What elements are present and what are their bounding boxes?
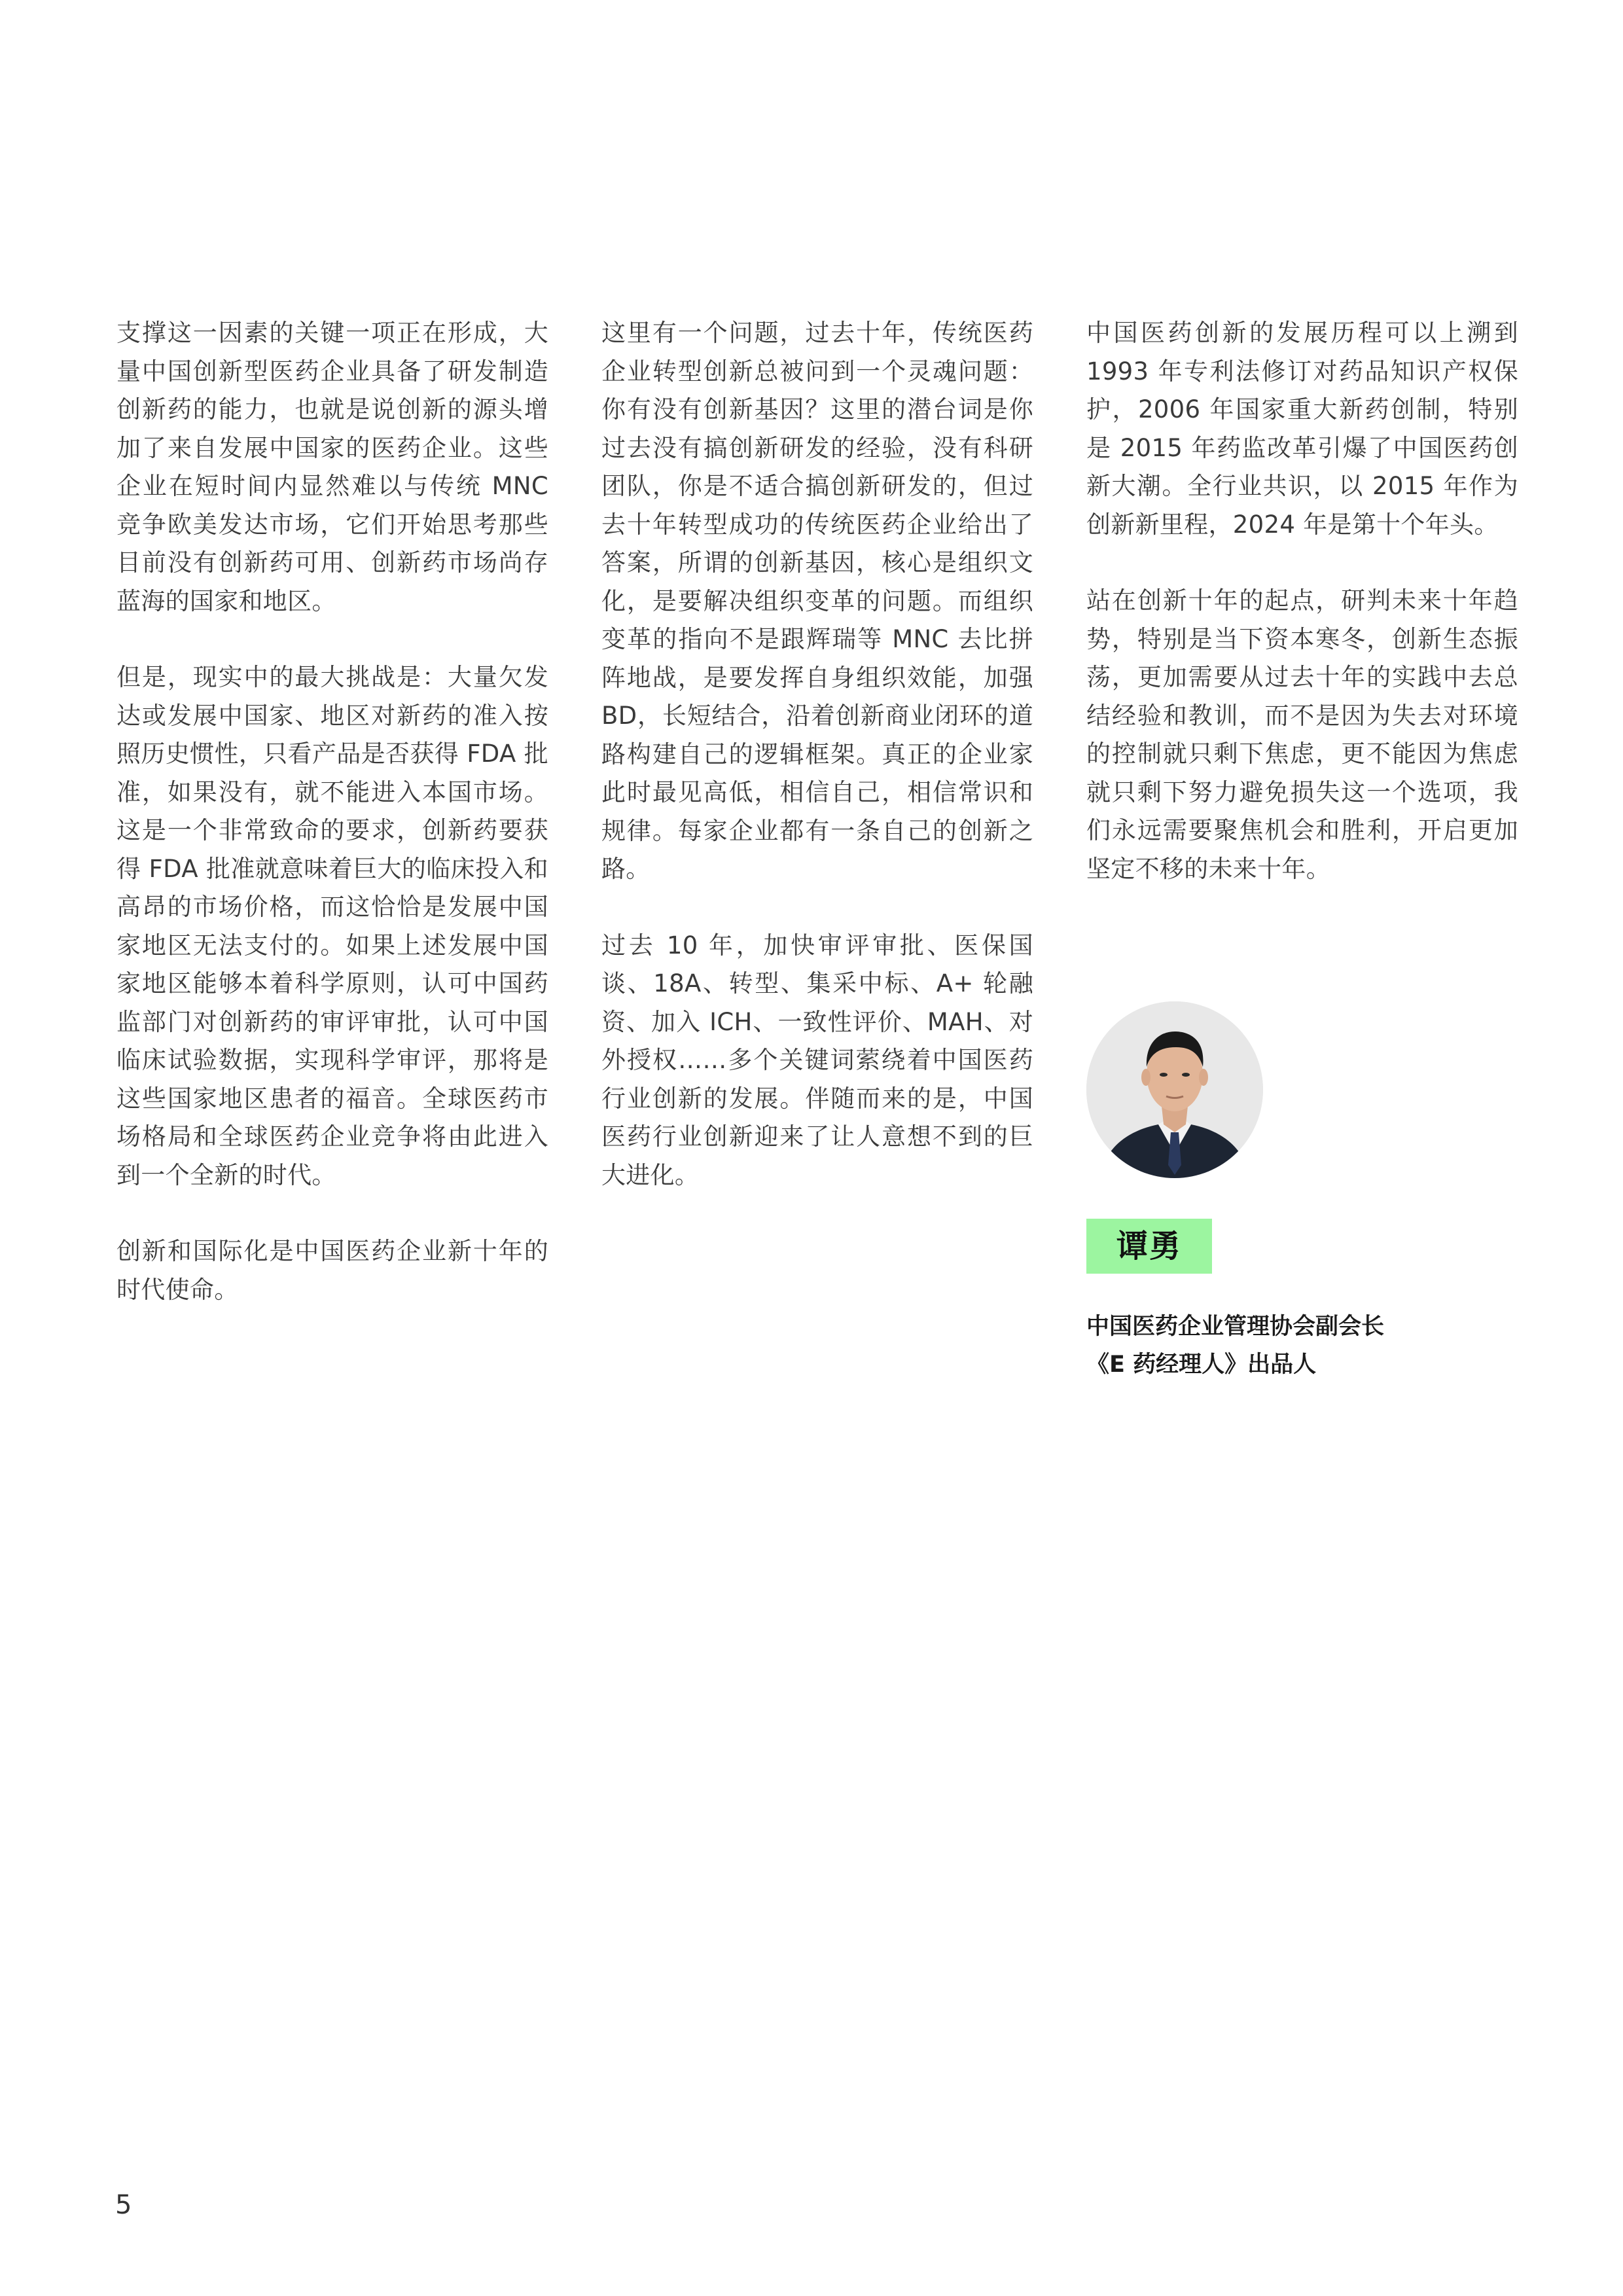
author-titles [1086, 1308, 1384, 1384]
paragraph: 中国医药创新的发展历程可以上溯到 1993 年专利法修订对药品知识产权保护，2006 年国家重大新药创制，特别是 2015 年药监改革引爆了中国医药创新大潮。全行业共识，以 2015 年作为创新新里程，2024 年是第十个年头。 [1086, 319, 1518, 539]
page-number: 5 [115, 2190, 132, 2220]
paragraph: 支撑这一因素的关键一项正在形成，大量中国创新型医药企业具备了研发制造创新药的能力，也就是说创新的源头增加了来自发展中国家的医药企业。这些企业在短时间内显然难以与传统 MNC 竞争欧美发达市场，它们开始思考那些目前没有创新药可用、创新药市场尚存蓝海的国家和地区。 [116, 319, 548, 615]
paragraph: 但是，现实中的最大挑战是：大量欠发达或发展中国家、地区对新药的准入按照历史惯性，只看产品是否获得 FDA 批准，如果没有，就不能进入本国市场。这是一个非常致命的要求，创新药要获得 FDA 批准就意味着巨大的临床投入和高昂的市场价格，而这恰恰是发展中国家地区无法支付的。如果上述发展中国家地区能够本着科学原则，认可中国药监部门对创新药的审评审批，认可中国临床试验数据，实现科学审评，那将是这些国家地区患者的福音。全球医药市场格局和全球医药企业竞争将由此进入到一个全新的时代。 [116, 663, 548, 1189]
paragraph: 这里有一个问题，过去十年，传统医药企业转型创新总被问到一个灵魂问题：你有没有创新基因？这里的潜台词是你过去没有搞创新研发的经验，没有科研团队，你是不适合搞创新研发的，但过去十年转型成功的传统医药企业给出了答案，所谓的创新基因，核心是组织文化，是要解决组织变革的问题。而组织变革的指向不是跟辉瑞等 MNC 去比拼阵地战，是要发挥自身组织效能，加强 BD，长短结合，沿着创新商业闭环的道路构建自己的逻辑框架。真正的企业家此时最见高低，相信自己，相信常识和规律。每家企业都有一条自己的创新之路。 [601, 319, 1033, 883]
author-portrait [1086, 1001, 1263, 1178]
paragraph: 创新和国际化是中国医药企业新十年的时代使命。 [116, 1237, 548, 1304]
text-column-1 [116, 314, 548, 1347]
author-title-line: 《E 药经理人》出品人 [1086, 1352, 1317, 1378]
paragraph: 站在创新十年的起点，研判未来十年趋势，特别是当下资本寒冬，创新生态振荡，更加需要从过去十年的实践中去总结经验和教训，而不是因为失去对环境的控制就只剩下焦虑，更不能因为焦虑就只剩下努力避免损失这一个选项，我们永远需要聚焦机会和胜利，开启更加坚定不移的未来十年。 [1086, 586, 1518, 883]
author-title-line: 中国医药企业管理协会副会长 [1086, 1314, 1385, 1340]
text-column-3 [1086, 314, 1518, 926]
paragraph: 过去 10 年，加快审评审批、医保国谈、18A、转型、集采中标、A+ 轮融资、加入 ICH、一致性评价、MAH、对外授权……多个关键词萦绕着中国医药行业创新的发展。伴随而来的是，中国医药行业创新迎来了让人意想不到的巨大进化。 [601, 931, 1033, 1189]
text-column-2 [601, 314, 1033, 1232]
person-silhouette-icon [1086, 1001, 1263, 1178]
author-name-tag: 谭勇 [1086, 1219, 1212, 1274]
